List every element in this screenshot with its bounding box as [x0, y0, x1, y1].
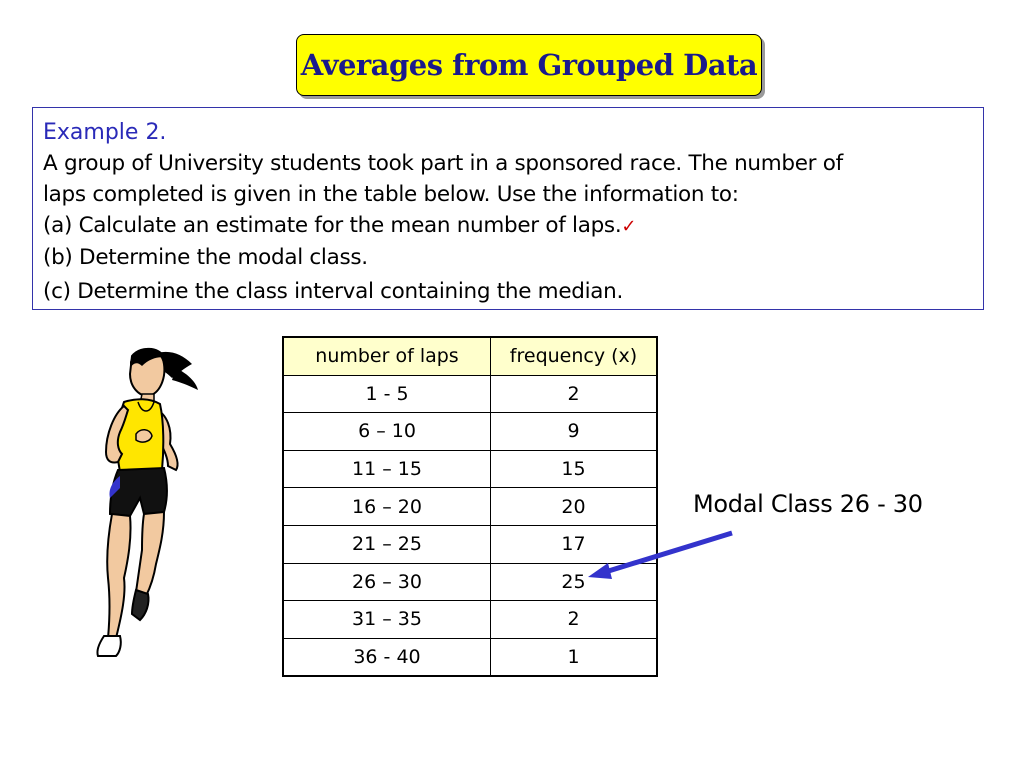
- frequency-table: [282, 336, 658, 677]
- laps-cell: 36 - 40: [283, 638, 491, 676]
- laps-cell: 1 - 5: [283, 375, 491, 413]
- laps-cell: 31 – 35: [283, 601, 491, 639]
- table-row: [283, 638, 657, 676]
- modal-class-label: Modal Class 26 - 30: [693, 490, 923, 518]
- frequency-cell: 2: [491, 375, 658, 413]
- example-line-1: A group of University students took part in a sponsored race. The number of: [43, 151, 843, 176]
- header-laps: number of laps: [283, 337, 491, 375]
- frequency-cell: 15: [491, 450, 658, 488]
- example-part-a: [43, 210, 973, 242]
- example-part-c: (c) Determine the class interval containing the median.: [43, 279, 623, 304]
- laps-cell: 16 – 20: [283, 488, 491, 526]
- example-line-2: laps completed is given in the table below. Use the information to:: [43, 182, 739, 207]
- frequency-cell: 25: [491, 563, 658, 601]
- page-title: Averages from Grouped Data: [296, 34, 762, 96]
- table-row: [283, 375, 657, 413]
- example-heading: Example 2.: [43, 120, 167, 145]
- part-a-text: (a) Calculate an estimate for the mean number of laps.: [43, 213, 622, 238]
- table-row: [283, 450, 657, 488]
- frequency-cell: 17: [491, 525, 658, 563]
- table-row: [283, 488, 657, 526]
- table-header-row: [283, 337, 657, 375]
- example-box: [32, 107, 984, 310]
- frequency-cell: 1: [491, 638, 658, 676]
- table-row: [283, 601, 657, 639]
- laps-cell: 11 – 15: [283, 450, 491, 488]
- example-part-b: (b) Determine the modal class.: [43, 245, 368, 270]
- pointer-arrow-icon: [580, 525, 740, 585]
- frequency-cell: 20: [491, 488, 658, 526]
- frequency-cell: 2: [491, 601, 658, 639]
- frequency-cell: 9: [491, 413, 658, 451]
- laps-cell: 21 – 25: [283, 525, 491, 563]
- header-frequency: frequency (x): [491, 337, 658, 375]
- laps-cell: 6 – 10: [283, 413, 491, 451]
- table-row: [283, 413, 657, 451]
- runner-clipart-icon: [80, 338, 205, 668]
- laps-cell: 26 – 30: [283, 563, 491, 601]
- check-icon: ✓: [621, 216, 637, 237]
